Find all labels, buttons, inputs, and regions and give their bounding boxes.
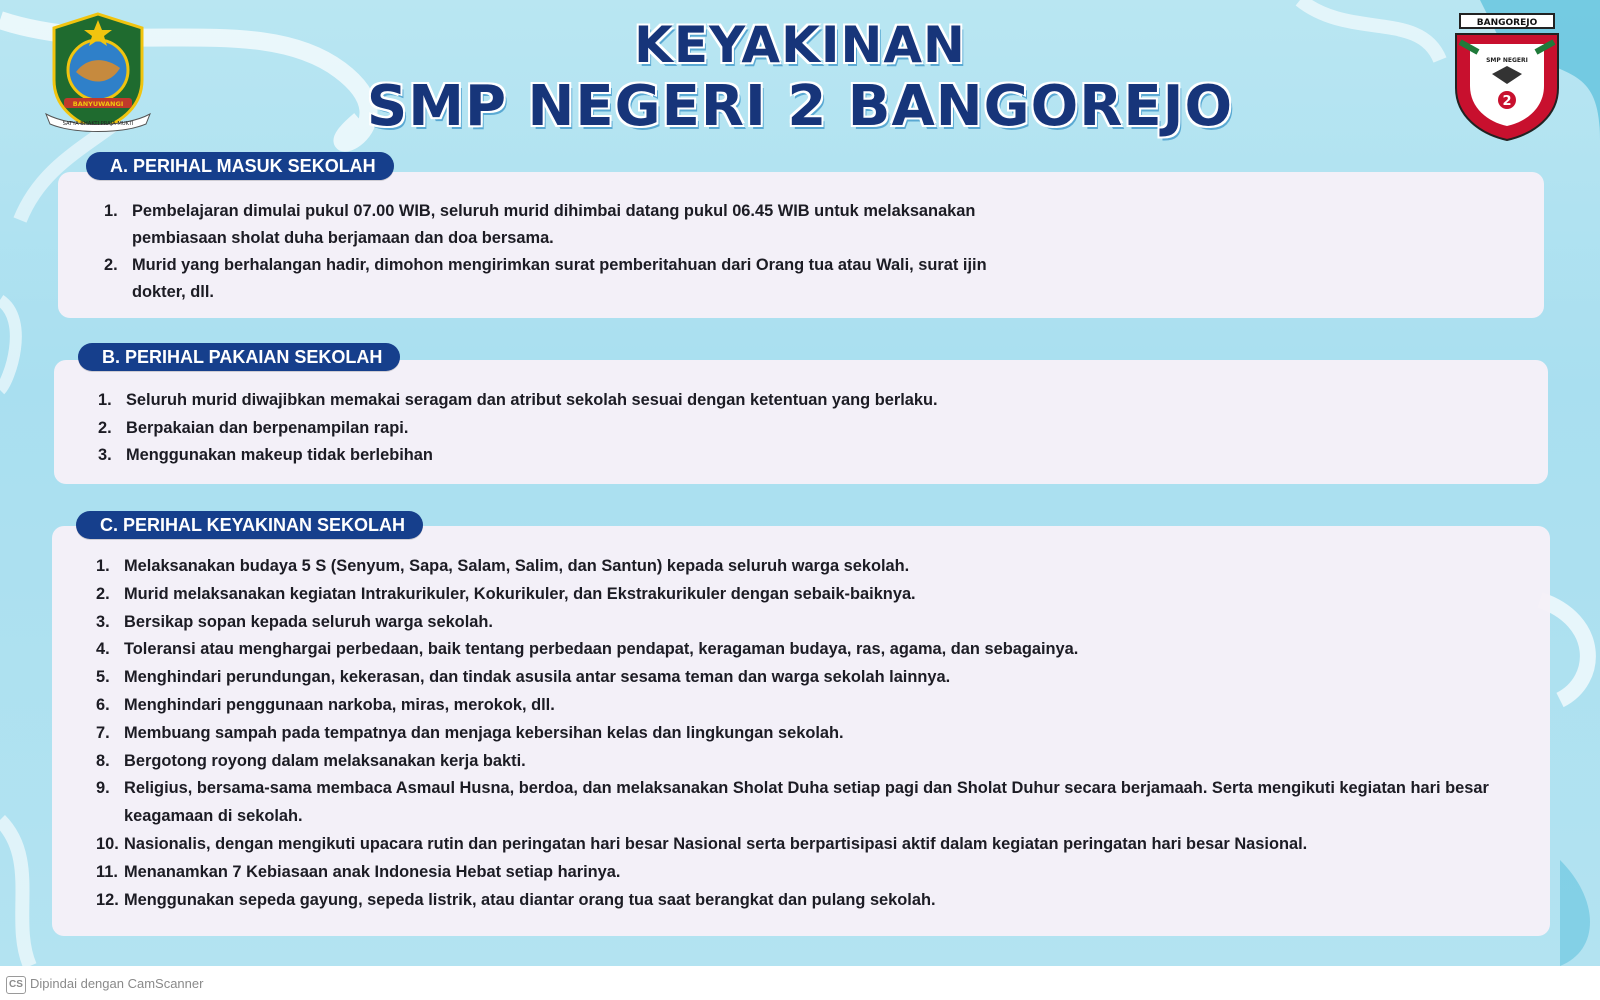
emblem-ribbon-text: SATYA BHAKTI PRAJA MUKTI [62,121,134,127]
item-number: 3. [96,612,110,631]
item-number: 4. [96,640,110,659]
item-text: Murid yang berhalangan hadir, dimohon mengirimkan surat pemberitahuan dari Orang tua atau Wali, surat ijin dokter, dll. [132,256,987,301]
item-number: 9. [96,779,110,798]
item-number: 8. [96,751,110,770]
list-item [98,442,1398,470]
item-text: Menghindari penggunaan narkoba, miras, merokok, dll. [124,695,555,714]
list-item [104,252,1004,306]
school-emblem-top-text: BANGOREJO [1476,18,1538,28]
list-item [96,553,1556,581]
item-text: Bergotong royong dalam melaksanakan kerja bakti. [124,751,526,770]
item-number: 7. [96,723,110,742]
page-title-line1: KEYAKINAN [634,16,966,74]
scanner-watermark-text: Dipindai dengan CamScanner [30,976,204,991]
list-item [96,664,1556,692]
item-text: Seluruh murid diwajibkan memakai seragam dan atribut sekolah sesuai dengan ketentuan yang berlaku. [126,391,938,409]
item-text: Religius, bersama-sama membaca Asmaul Husna, berdoa, dan melaksanakan Sholat Duha setiap pagi dan Sholat Duhur secara berjamaah. Serta mengikuti kegiatan hari besar keagamaan di sekolah. [124,779,1489,826]
item-number: 11. [96,862,118,881]
item-number: 10. [96,834,119,853]
item-text: Menggunakan sepeda gayung, sepeda listrik, atau diantar orang tua saat berangkat dan pulang sekolah. [124,890,936,909]
list-item [96,887,1556,915]
item-text: Menanamkan 7 Kebiasaan anak Indonesia Hebat setiap harinya. [124,862,621,881]
school-emblem-number: 2 [1502,94,1512,109]
school-emblem-shield-text: SMP NEGERI [1486,57,1528,64]
item-text: Murid melaksanakan kegiatan Intrakurikuler, Kokurikuler, dan Ekstrakurikuler dengan sebaik-baiknya. [124,584,916,603]
item-text: Bersikap sopan kepada seluruh warga sekolah. [124,612,493,631]
list-item [96,748,1556,776]
item-text: Berpakaian dan berpenampilan rapi. [126,418,409,437]
section-a-list [104,198,1004,306]
item-text: Menggunakan makeup tidak berlebihan [126,446,433,464]
item-text: Pembelajaran dimulai pukul 07.00 WIB, seluruh murid dihimbai datang pukul 06.45 WIB untuk melaksanakan pembiasaan sholat duha berjamaan dan doa bersama. [132,202,976,247]
list-item [104,198,1004,252]
list-item [96,581,1556,609]
list-item [96,831,1556,859]
item-text: Nasionalis, dengan mengikuti upacara rutin dan peringatan hari besar Nasional serta berpartisipasi aktif dalam kegiatan peringatan hari besar Nasional. [124,834,1308,853]
list-item [96,775,1556,831]
item-number: 5. [96,668,110,687]
page-title-line2: SMP NEGERI 2 BANGOREJO [366,74,1234,139]
item-number: 1. [98,391,112,409]
scanner-watermark [6,974,203,994]
list-item [96,720,1556,748]
item-number: 6. [96,695,110,714]
item-number: 2. [96,584,110,603]
section-b-list [98,387,1398,470]
list-item [98,415,1398,443]
item-text: Membuang sampah pada tempatnya dan menjaga kebersihan kelas dan lingkungan sekolah. [124,723,844,742]
item-text: Menghindari perundungan, kekerasan, dan tindak asusila antar sesama teman dan warga sekolah lainnya. [124,668,951,687]
emblem-band-text: BANYUWANGI [72,100,124,108]
item-number: 1. [104,202,118,220]
camscanner-icon: CS [6,976,26,994]
list-item [96,609,1556,637]
item-text: Melaksanakan budaya 5 S (Senyum, Sapa, Salam, Salim, dan Santun) kepada seluruh warga sekolah. [124,557,910,575]
item-number: 1. [96,557,110,575]
item-number: 3. [98,446,112,464]
item-number: 2. [98,418,112,437]
list-item [98,387,1398,415]
list-item [96,859,1556,887]
list-item [96,636,1556,664]
section-c-list [96,553,1556,914]
section-b-header: B. PERIHAL PAKAIAN SEKOLAH [78,343,400,371]
list-item [96,692,1556,720]
section-a-header: A. PERIHAL MASUK SEKOLAH [86,152,394,180]
item-text: Toleransi atau menghargai perbedaan, baik tentang perbedaan pendapat, keragaman budaya, ras, agama, dan sebagainya. [124,640,1079,659]
item-number: 12. [96,890,119,909]
item-number: 2. [104,256,118,274]
section-c-header: C. PERIHAL KEYAKINAN SEKOLAH [76,511,423,539]
